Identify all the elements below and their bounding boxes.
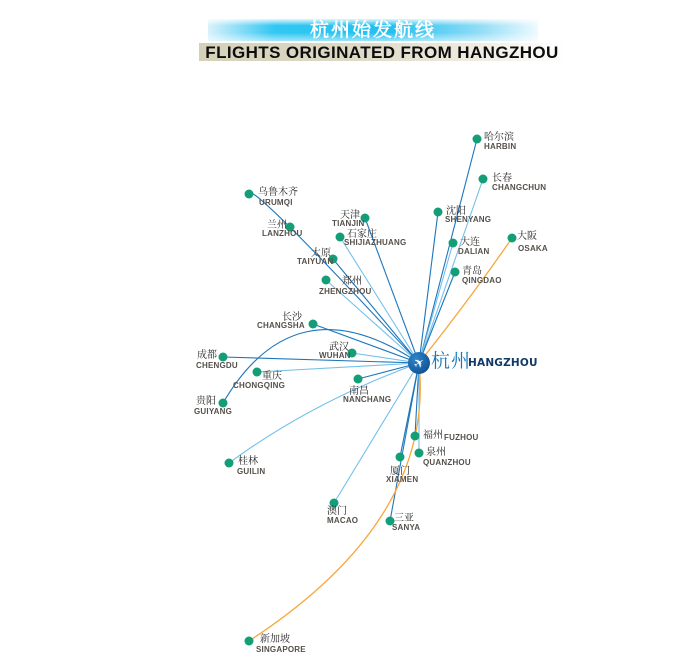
city-name-cn-osaka: 大阪 [517, 231, 537, 242]
city-name-cn-qingdao: 青岛 [462, 266, 482, 277]
city-name-cn-zhengzhou: 郑州 [342, 276, 362, 287]
city-dot-chongqing [253, 368, 262, 377]
city-name-en-wuhan: WUHAN [319, 351, 351, 360]
city-name-cn-taiyuan: 太原 [311, 248, 331, 259]
city-name-en-changsha: CHANGSHA [257, 321, 305, 330]
city-name-en-taiyuan: TAIYUAN [297, 257, 334, 266]
city-name-cn-shenyang: 沈阳 [446, 206, 466, 217]
city-name-cn-singapore: 新加坡 [260, 634, 290, 645]
city-dot-shenyang [434, 208, 443, 217]
city-dot-xiamen [396, 453, 405, 462]
route-line-guilin [229, 363, 419, 463]
city-name-cn-lanzhou: 兰州 [267, 220, 287, 231]
city-name-en-macao: MACAO [327, 516, 359, 525]
hub-marker-layer [408, 352, 430, 374]
hub-label-en: HANGZHOU [468, 357, 538, 369]
hub-label-cn: 杭州 [431, 350, 472, 372]
city-name-cn-guiyang: 贵阳 [196, 396, 216, 407]
city-name-cn-changchun: 长春 [492, 173, 512, 184]
city-name-en-nanchang: NANCHANG [343, 395, 392, 404]
city-name-en-shijiazhuang: SHIJIAZHUANG [344, 238, 407, 247]
city-dot-urumqi [245, 190, 254, 199]
city-dot-harbin [473, 135, 482, 144]
city-name-en-zhengzhou: ZHENGZHOU [319, 287, 372, 296]
city-name-en-lanzhou: LANZHOU [262, 229, 303, 238]
city-name-cn-harbin: 哈尔滨 [484, 132, 514, 143]
city-name-en-harbin: HARBIN [484, 142, 517, 151]
city-name-cn-shijiazhuang: 石家庄 [347, 229, 377, 240]
city-name-cn-chengdu: 成都 [197, 350, 217, 361]
city-name-en-singapore: SINGAPORE [256, 645, 306, 654]
city-name-cn-wuhan: 武汉 [329, 342, 349, 353]
city-name-cn-dalian: 大连 [460, 237, 480, 248]
city-name-cn-xiamen: 厦门 [390, 466, 410, 477]
city-name-en-guiyang: GUIYANG [194, 407, 233, 416]
city-name-en-fuzhou: FUZHOU [444, 433, 479, 442]
city-name-cn-sanya: 三亚 [394, 513, 414, 524]
city-name-cn-changsha: 长沙 [282, 312, 302, 323]
city-name-cn-urumqi: 乌鲁木齐 [258, 187, 298, 198]
page-title-cn: 杭州始发航线 [309, 18, 436, 41]
city-name-cn-fuzhou: 福州 [423, 430, 443, 441]
route-line-guiyang [223, 330, 419, 403]
city-dot-nanchang [354, 375, 363, 384]
route-line-dalian [419, 243, 453, 363]
city-name-en-guilin: GUILIN [237, 467, 266, 476]
route-line-urumqi [249, 192, 419, 363]
city-dot-changchun [479, 175, 488, 184]
city-dot-fuzhou [411, 432, 420, 441]
city-name-en-urumqi: URUMQI [259, 198, 293, 207]
city-name-en-quanzhou: QUANZHOU [423, 458, 471, 467]
city-name-en-dalian: DALIAN [458, 247, 490, 256]
city-dot-singapore [245, 637, 254, 646]
city-name-en-qingdao: QINGDAO [462, 276, 502, 285]
city-name-en-changchun: CHANGCHUN [492, 183, 547, 192]
city-dot-guilin [225, 459, 234, 468]
city-name-en-shenyang: SHENYANG [445, 215, 492, 224]
page-subtitle-en: FLIGHTS ORIGINATED FROM HANGZHOU [205, 42, 559, 62]
city-name-cn-macao: 澳门 [327, 506, 347, 517]
city-name-cn-tianjin: 天津 [340, 210, 360, 221]
city-name-en-chengdu: CHENGDU [196, 361, 238, 370]
city-dot-osaka [508, 234, 517, 243]
city-name-en-chongqing: CHONGQING [233, 381, 286, 390]
city-name-en-sanya: SANYA [392, 523, 421, 532]
city-name-en-tianjin: TIANJIN [332, 219, 365, 228]
city-name-cn-guilin: 桂林 [238, 456, 258, 467]
airplane-icon: ✈ [410, 354, 429, 374]
city-name-cn-chongqing: 重庆 [262, 371, 282, 382]
city-name-cn-quanzhou: 泉州 [426, 447, 446, 458]
city-dot-zhengzhou [322, 276, 331, 285]
route-line-osaka [419, 238, 512, 363]
city-name-en-xiamen: XIAMEN [386, 475, 419, 484]
city-dot-qingdao [451, 268, 460, 277]
city-name-en-osaka: OSAKA [518, 244, 548, 253]
city-dot-dalian [449, 239, 458, 248]
city-dot-quanzhou [415, 449, 424, 458]
city-name-cn-nanchang: 南昌 [349, 386, 369, 397]
city-dot-changsha [309, 320, 318, 329]
